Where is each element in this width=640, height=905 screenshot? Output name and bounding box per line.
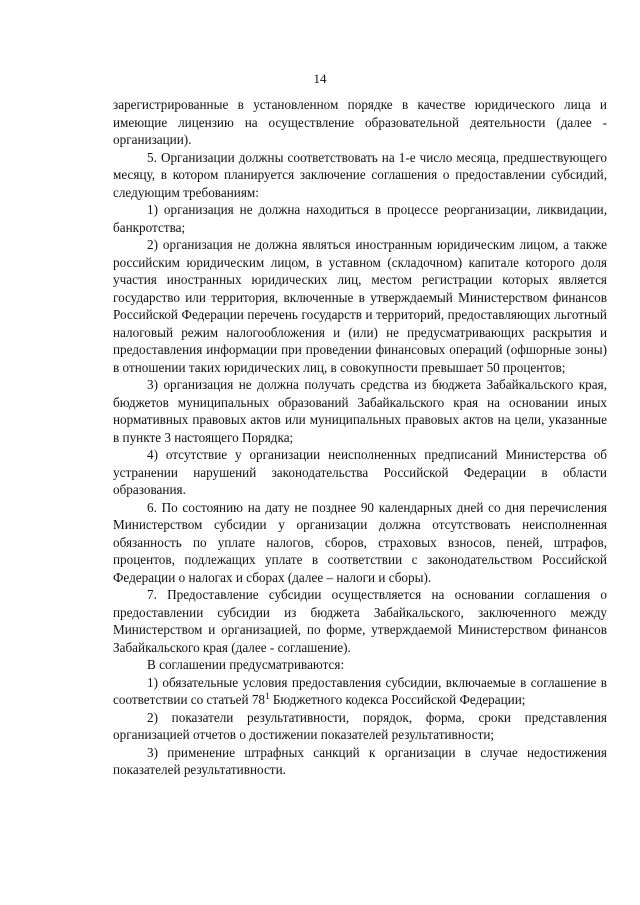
page-number: 14: [313, 71, 327, 86]
paragraph-agreement-item-1: [113, 674, 607, 709]
paragraph-agreement-item-2: 2) показатели результативности, порядок, форма, сроки представления организацией отчетов о достижении показателей результативности;: [113, 709, 607, 742]
agreement-item-1-text-before: 1) обязательные условия предоставления субсидии, включаемые в соглашение в соответствии со статьей 78: [113, 674, 607, 707]
paragraph-clause-6: 6. По состоянию на дату не позднее 90 календарных дней со дня перечисления Министерством субсидии у организации должна отсутствовать неисполненная обязанность по уплате налогов, сборов, страховых взносов, пеней, штрафов, процентов, подлежащих уплате в соответствии с законодательством Российской Федерации о налогах и сборах (далее – налоги и сборы).: [113, 499, 607, 585]
document-body: [113, 96, 607, 779]
paragraph-agreement-item-3: 3) применение штрафных санкций к организации в случае недостижения показателей результативности.: [113, 744, 607, 777]
paragraph-requirement-1: 1) организация не должна находиться в процессе реорганизации, ликвидации, банкротства;: [113, 202, 607, 235]
paragraph-requirement-3: 3) организация не должна получать средства из бюджета Забайкальского края, бюджетов муниципальных образований Забайкальского края на основании иных нормативных правовых актов или муниципальных правовых актов на цели, указанные в пункте 3 настоящего Порядка;: [113, 377, 607, 445]
paragraph-clause-7: 7. Предоставление субсидии осуществляется на основании соглашения о предоставлении субсидии из бюджета Забайкальского, заключенного между Министерством и организацией, по форме, утверждаемой Министерством финансов Забайкальского края (далее - соглашение).: [113, 587, 607, 655]
paragraph-continuation: зарегистрированные в установленном порядке в качестве юридического лица и имеющие лицензию на осуществление образовательной деятельности (далее - организации).: [113, 97, 607, 147]
article-superscript: 1: [265, 691, 270, 701]
paragraph-clause-5: 5. Организации должны соответствовать на 1-е число месяца, предшествующего месяцу, в котором планируется заключение соглашения о предоставлении субсидий, следующим требованиям:: [113, 149, 607, 200]
paragraph-requirement-2: 2) организация не должна являться иностранным юридическим лицом, а также российским юридическим лицом, в уставном (складочном) капитале которого доля участия иностранных юридических лиц, местом регистрации которых является государство или территория, включенные в утверждаемый Министерством финансов Российской Федерации перечень государств и территорий, предоставляющих льготный налоговый режим налогообложения и (или) не предусматривающих раскрытия и предоставления информации при проведении финансовых операций (офшорные зоны) в отношении таких юридических лиц, в совокупности превышает 50 процентов;: [113, 237, 607, 375]
paragraph-agreement-intro: В соглашении предусматриваются:: [147, 657, 345, 672]
paragraph-requirement-4: 4) отсутствие у организации неисполненных предписаний Министерства об устранении нарушений законодательства Российской Федерации в области образования.: [113, 447, 607, 497]
agreement-item-1-text-after: Бюджетного кодекса Российской Федерации;: [269, 692, 526, 707]
